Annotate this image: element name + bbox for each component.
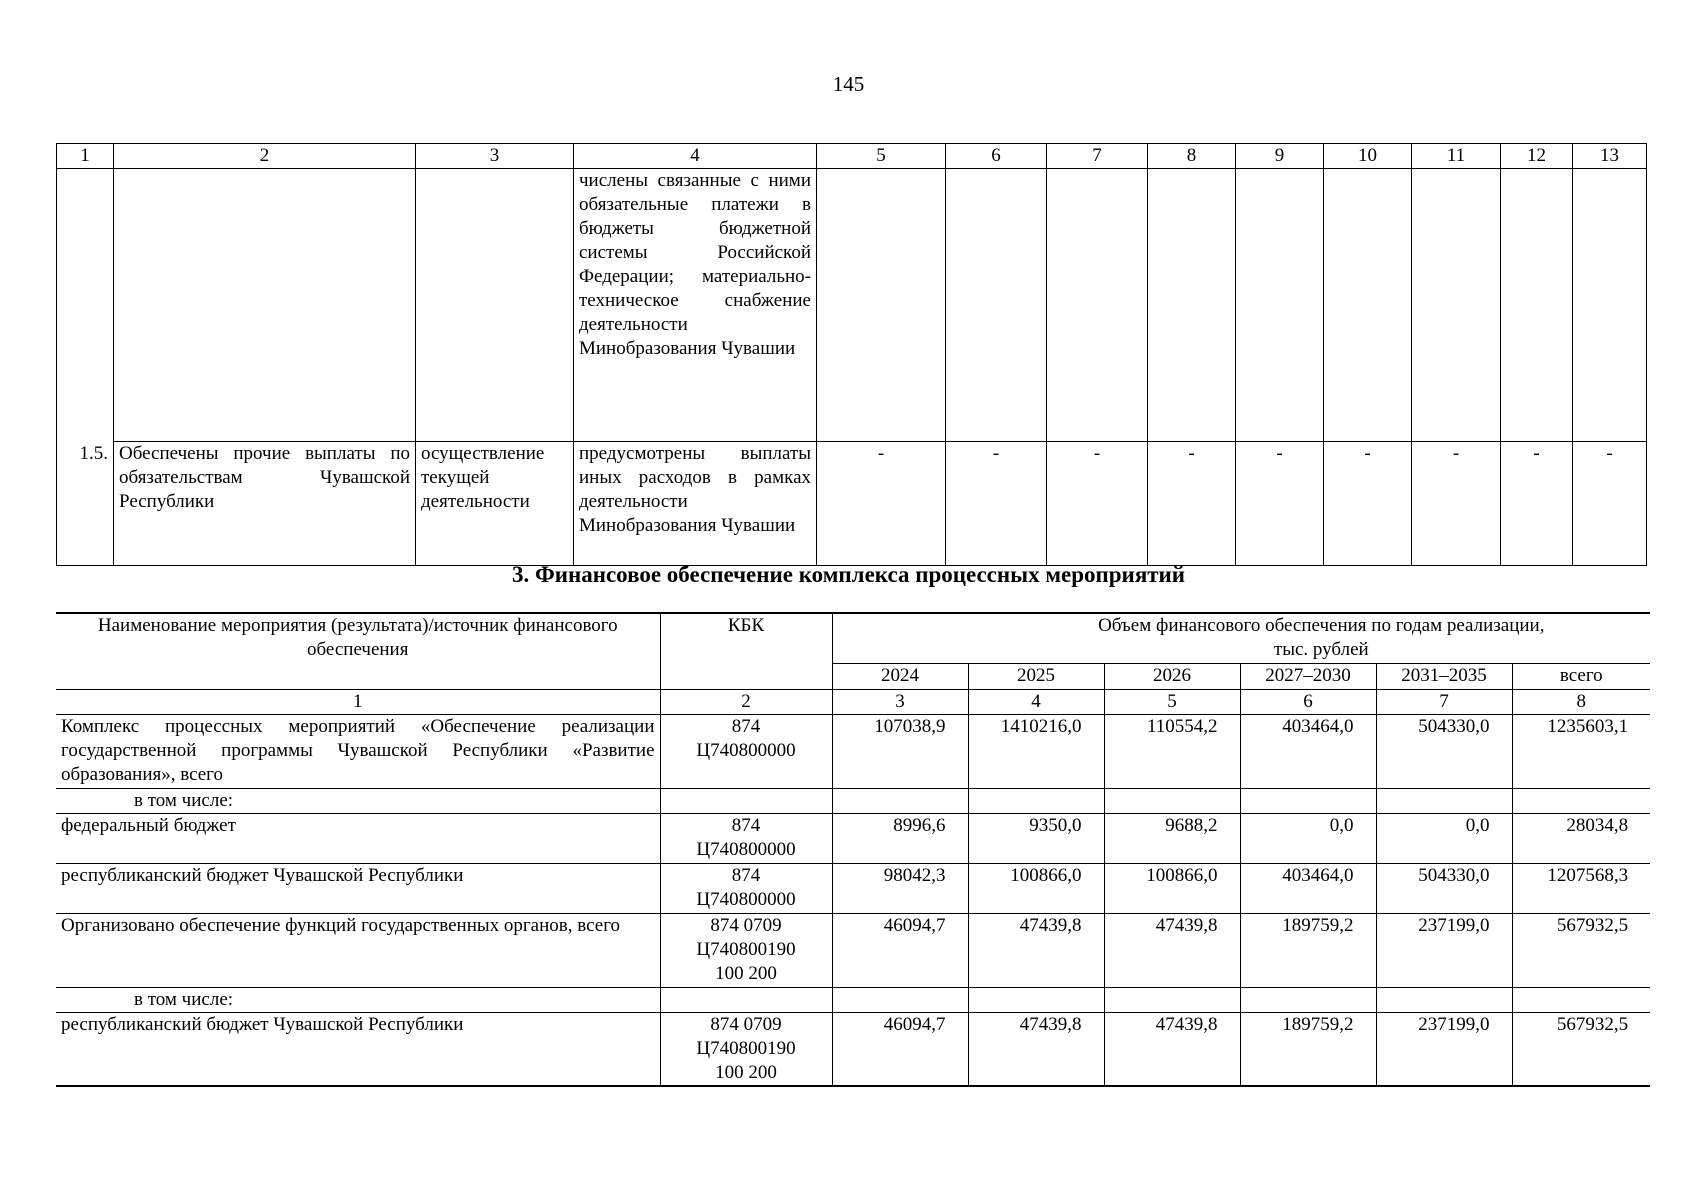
value-cell: - [1501, 442, 1573, 566]
year-header: всего [1512, 663, 1650, 689]
value-cell: - [1148, 442, 1236, 566]
value-cell: 0,0 [1376, 813, 1512, 863]
col-number-header: 7 [1047, 144, 1148, 169]
value-cell: 46094,7 [832, 1012, 968, 1086]
value-cell: - [1236, 442, 1324, 566]
year-header: 2027–2030 [1240, 663, 1376, 689]
row-name: республиканский бюджет Чувашской Республики [56, 1012, 660, 1086]
value-cell: 100866,0 [968, 863, 1104, 913]
measure-description: предусмотрены выплаты иных расходов в рамках деятельности Минобразования Чувашии [574, 442, 817, 566]
value-cell: 47439,8 [968, 913, 1104, 987]
measures-table [56, 143, 1647, 566]
continuation-description: числены связанные с ними обязательные платежи в бюджеты бюджетной системы Российской Федерации; материально-техническое снабжение деятельности Минобразования Чувашии [574, 169, 817, 442]
continuation-row [57, 169, 1647, 442]
value-cell: 110554,2 [1104, 714, 1240, 788]
value-cell: - [817, 442, 946, 566]
measure-type: осуществление текущей деятельности [416, 442, 574, 566]
col-number-header: 1 [57, 144, 114, 169]
year-header: 2026 [1104, 663, 1240, 689]
year-header: 2024 [832, 663, 968, 689]
value-cell: 504330,0 [1376, 714, 1512, 788]
col-number-header: 2 [114, 144, 416, 169]
row-name: в том числе: [56, 987, 660, 1012]
value-cell: 1410216,0 [968, 714, 1104, 788]
measure-name: Обеспечены прочие выплаты по обязательствам Чувашской Республики [114, 442, 416, 566]
page-number: 145 [832, 72, 865, 96]
table-row [57, 442, 1647, 566]
kbk-cell: 874 0709 Ц740800190 100 200 [660, 1012, 832, 1086]
col-number-header: 8 [1148, 144, 1236, 169]
value-cell: 8996,6 [832, 813, 968, 863]
value-cell: 47439,8 [1104, 913, 1240, 987]
col-number-header: 9 [1236, 144, 1324, 169]
value-cell: 9350,0 [968, 813, 1104, 863]
kbk-cell: 874 Ц740800000 [660, 863, 832, 913]
value-cell: 237199,0 [1376, 1012, 1512, 1086]
value-cell: - [1047, 442, 1148, 566]
value-cell: 9688,2 [1104, 813, 1240, 863]
value-cell: 47439,8 [1104, 1012, 1240, 1086]
value-cell: 403464,0 [1240, 714, 1376, 788]
col-number-header: 11 [1412, 144, 1501, 169]
kbk-cell: 874 Ц740800000 [660, 714, 832, 788]
volume-column-header: Объем финансового обеспечения по годам реализации, тыс. рублей [832, 613, 1650, 663]
value-cell: 46094,7 [832, 913, 968, 987]
column-number-row: 1 2 3 4 5 6 7 8 [56, 689, 1650, 714]
value-cell: 237199,0 [1376, 913, 1512, 987]
row-number: 1.5. [57, 442, 114, 566]
value-cell: 107038,9 [832, 714, 968, 788]
value-cell: 189759,2 [1240, 1012, 1376, 1086]
value-cell: 567932,5 [1512, 913, 1650, 987]
value-cell: - [1412, 442, 1501, 566]
value-cell: - [1324, 442, 1412, 566]
col-number-header: 5 [817, 144, 946, 169]
value-cell: 28034,8 [1512, 813, 1650, 863]
table-row [56, 714, 1650, 788]
table-row [56, 813, 1650, 863]
value-cell: 567932,5 [1512, 1012, 1650, 1086]
value-cell: 47439,8 [968, 1012, 1104, 1086]
value-cell: 98042,3 [832, 863, 968, 913]
section-title: 3. Финансовое обеспечение комплекса процессных мероприятий [511, 562, 1186, 587]
value-cell: 189759,2 [1240, 913, 1376, 987]
row-name: Комплекс процессных мероприятий «Обеспечение реализации государственной программы Чувашской Республики «Развитие образования», всего [56, 714, 660, 788]
col-number-header: 10 [1324, 144, 1412, 169]
financing-table [56, 612, 1650, 1087]
row-name: республиканский бюджет Чувашской Республики [56, 863, 660, 913]
value-cell: 504330,0 [1376, 863, 1512, 913]
name-column-header: Наименование мероприятия (результата)/источник финансового обеспечения [56, 613, 660, 689]
value-cell: 1235603,1 [1512, 714, 1650, 788]
header-row [56, 613, 1650, 663]
kbk-cell: 874 Ц740800000 [660, 813, 832, 863]
value-cell: - [1573, 442, 1647, 566]
kbk-column-header: КБК [660, 613, 832, 689]
value-cell: 100866,0 [1104, 863, 1240, 913]
table-row [56, 863, 1650, 913]
value-cell: 0,0 [1240, 813, 1376, 863]
table-row [56, 913, 1650, 987]
row-name: Организовано обеспечение функций государственных органов, всего [56, 913, 660, 987]
value-cell: 1207568,3 [1512, 863, 1650, 913]
table-row [56, 987, 1650, 1012]
col-number-header: 13 [1573, 144, 1647, 169]
year-header: 2031–2035 [1376, 663, 1512, 689]
value-cell: 403464,0 [1240, 863, 1376, 913]
year-header: 2025 [968, 663, 1104, 689]
value-cell: - [946, 442, 1047, 566]
col-number-header: 12 [1501, 144, 1573, 169]
row-name: федеральный бюджет [56, 813, 660, 863]
col-number-header: 3 [416, 144, 574, 169]
kbk-cell: 874 0709 Ц740800190 100 200 [660, 913, 832, 987]
column-number-row [57, 144, 1647, 169]
table-row [56, 788, 1650, 813]
col-number-header: 4 [574, 144, 817, 169]
col-number-header: 6 [946, 144, 1047, 169]
row-name: в том числе: [56, 788, 660, 813]
table-row [56, 1012, 1650, 1086]
